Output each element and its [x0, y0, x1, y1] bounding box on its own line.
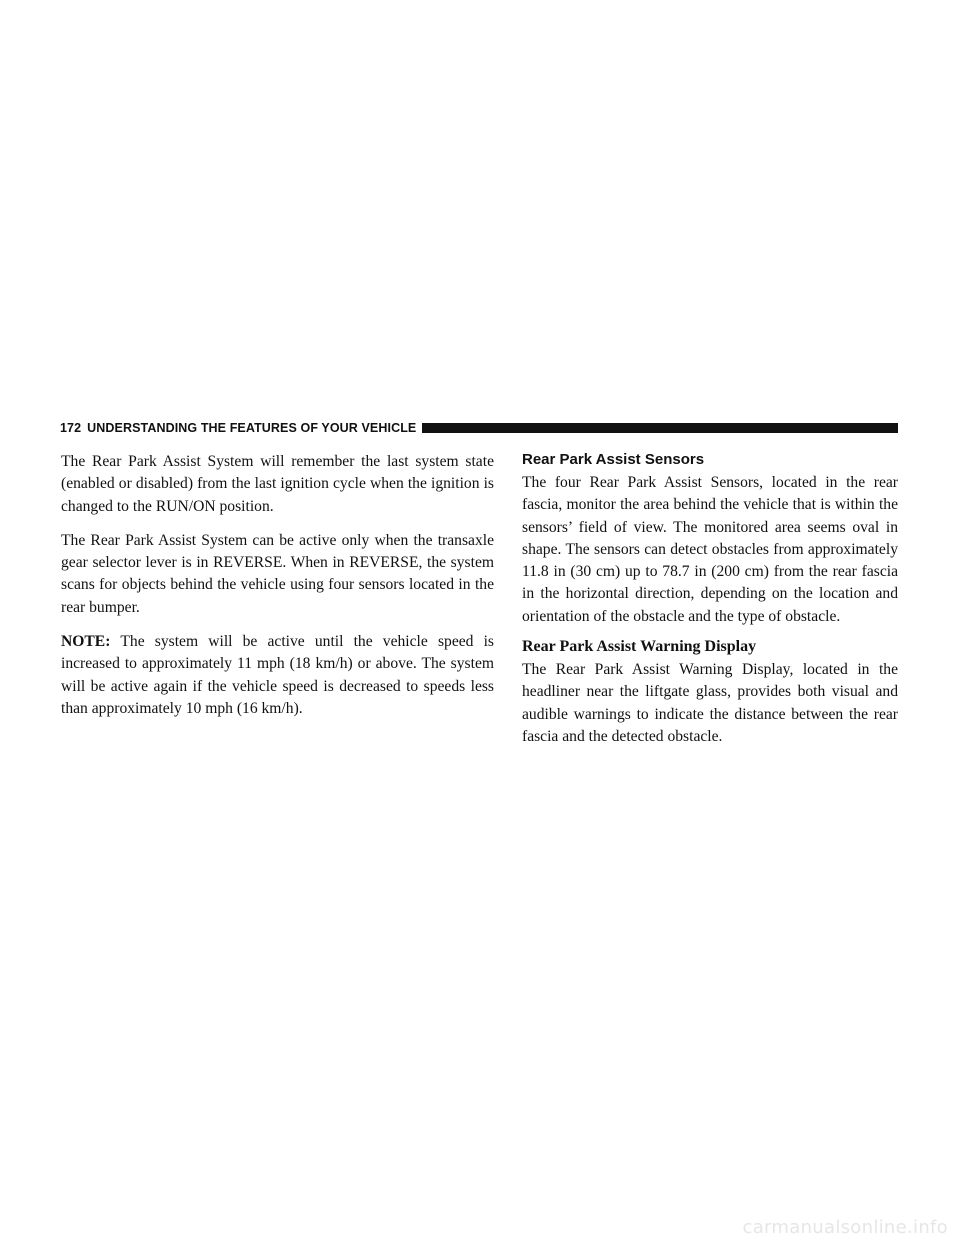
note-paragraph — [61, 631, 494, 720]
left-column — [61, 451, 494, 732]
page-header — [60, 420, 898, 436]
section-title: UNDERSTANDING THE FEATURES OF YOUR VEHICLE — [87, 421, 417, 435]
watermark-text: carmanualsonline.info — [742, 1217, 948, 1238]
paragraph-sensors: The four Rear Park Assist Sensors, located in the rear fascia, monitor the area behind the vehicle that is within the sensors’ field of view. The monitored area seems oval in shape. The sensors can detect obstacles from approximately 11.8 in (30 cm) up to 78.7 in (200 cm) from the rear fascia in the horizontal direction, depending on the location and orientation of the obstacle and the type of obstacle. — [522, 474, 898, 625]
paragraph-active-reverse: The Rear Park Assist System can be active only when the transaxle gear selector lever is in REVERSE. When in REVERSE, the system scans for objects behind the vehicle using four sensors located in the rear bumper. — [61, 531, 494, 616]
paragraph-system-state: The Rear Park Assist System will remember the last system state (enabled or disabled) from the last ignition cycle when the ignition is changed to the RUN/ON position. — [61, 453, 494, 515]
note-text: The system will be active until the vehicle speed is increased to approximately 11 mph (18 km/h) or above. The system will be active again if the vehicle speed is decreased to speeds less than approximately 10 mph (16 km/h). — [61, 633, 494, 717]
right-column — [522, 449, 898, 756]
heading-sensors: Rear Park Assist Sensors — [522, 451, 705, 468]
paragraph-warning-display: The Rear Park Assist Warning Display, located in the headliner near the liftgate glass, provides both visual and audible warnings to indicate the distance between the rear fascia and the detected obstacle. — [522, 661, 898, 745]
header-rule-bar — [422, 423, 898, 433]
note-label: NOTE: — [61, 633, 111, 651]
heading-warning-display: Rear Park Assist Warning Display — [522, 638, 757, 656]
page-number: 172 — [60, 421, 82, 435]
